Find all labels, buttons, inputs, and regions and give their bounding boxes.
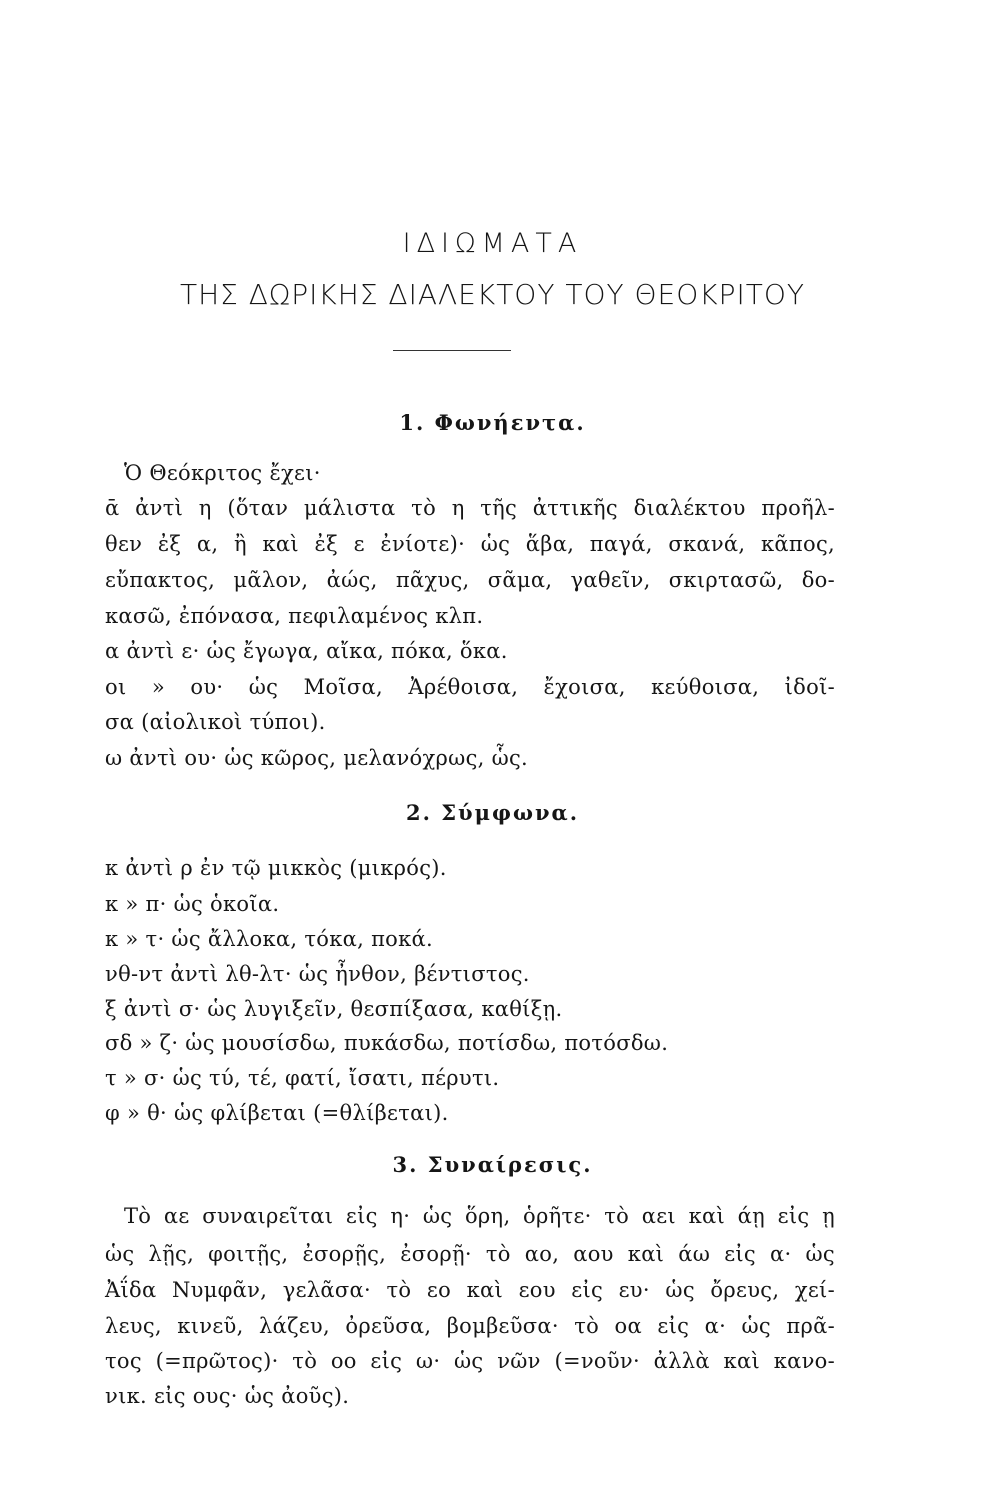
text-line: λευς, κινεῦ, λάζευ, ὀρεῦσα, βομβεῦσα· τὸ οα εἰς α· ὡς πρᾶ- <box>105 1314 835 1338</box>
text-line: α ἀντὶ ε· ὡς ἔγωγα, αἴκα, πόκα, ὅκα. <box>105 639 508 663</box>
text-line: νθ-ντ ἀντὶ λθ-λτ· ὡς ἦνθον, βέντιστος. <box>105 962 530 986</box>
text-line: κ » π· ὡς ὁκοῖα. <box>105 892 280 916</box>
section-heading-contraction: 3. Συναίρεσις. <box>392 1152 593 1177</box>
text-line: Τὸ αε συναιρεῖται εἰς η· ὡς ὅρη, ὁρῆτε· τὸ αει καὶ άῃ εἰς ῃ <box>124 1204 835 1228</box>
text-line: κασῶ, ἐπόνασα, πεφιλαμένος κλπ. <box>105 604 484 628</box>
text-line: τος (=πρῶτος)· τὸ οο εἰς ω· ὡς νῶν (=νοῦν· ἀλλὰ καὶ κανο- <box>105 1349 835 1373</box>
text-line: Ἀΐδα Νυμφᾶν, γελᾶσα· τὸ εο καὶ εου εἰς ευ· ὡς ὄρευς, χεί- <box>105 1278 835 1302</box>
text-line: εὔπακτος, μᾶλον, ἀώς, πᾶχυς, σᾶμα, γαθεῖν, σκιρτασῶ, δο- <box>105 568 835 592</box>
section-heading-consonants: 2. Σύμφωνα. <box>405 800 580 825</box>
text-line: ω ἀντὶ ου· ὡς κῶρος, μελανόχρως, ὧς. <box>105 746 529 770</box>
text-line: φ » θ· ὡς φλίβεται (=θλίβεται). <box>105 1101 449 1125</box>
text-line: θεν ἐξ α, ἢ καὶ ἐξ ε ἐνίοτε)· ὡς ἅβα, παγά, σκανά, κᾶπος, <box>105 532 835 556</box>
section-heading-vowels: 1. Φωνήεντα. <box>399 410 586 435</box>
text-line: κ » τ· ὡς ἄλλοκα, τόκα, ποκά. <box>105 927 433 951</box>
text-line: οι » ου· ὡς Μοῖσα, Ἀρέθοισα, ἔχοισα, κεύθοισα, ἰδοῖ- <box>105 675 835 699</box>
text-line: ᾱ ἀντὶ η (ὅταν μάλιστα τὸ η τῆς ἀττικῆς διαλέκτου προῆλ- <box>105 496 835 520</box>
text-line: νικ. εἰς ους· ὡς ἀοῦς). <box>105 1384 350 1408</box>
text-line: τ » σ· ὡς τύ, τέ, φατί, ἴσατι, πέρυτι. <box>105 1066 500 1090</box>
text-line: ξ ἀντὶ σ· ὡς λυγιξεῖν, θεσπίξασα, καθίξῃ. <box>105 997 563 1021</box>
text-line: ὡς λῇς, φοιτῇς, ἐσορῇς, ἐσορῇ· τὸ αο, αου καὶ άω εἰς α· ὡς <box>105 1242 835 1266</box>
text-line: κ ἀντὶ ρ ἐν τῷ μικκὸς (μικρός). <box>105 856 447 880</box>
page-title: ΙΔΙΩΜΑΤΑ <box>402 228 583 259</box>
text-line: σα (αἰολικοὶ τύποι). <box>105 710 326 734</box>
text-line: Ὁ Θεόκριτος ἔχει· <box>124 461 321 485</box>
text-line: σδ » ζ· ὡς μουσίσδω, πυκάσδω, ποτίσδω, ποτόσδω. <box>105 1031 669 1055</box>
page-subtitle: ΤΗΣ ΔΩΡΙΚΗΣ ΔΙΑΛΕΚΤΟΥ ΤΟΥ ΘΕΟΚΡΙΤΟΥ <box>179 278 806 311</box>
divider <box>393 350 511 351</box>
